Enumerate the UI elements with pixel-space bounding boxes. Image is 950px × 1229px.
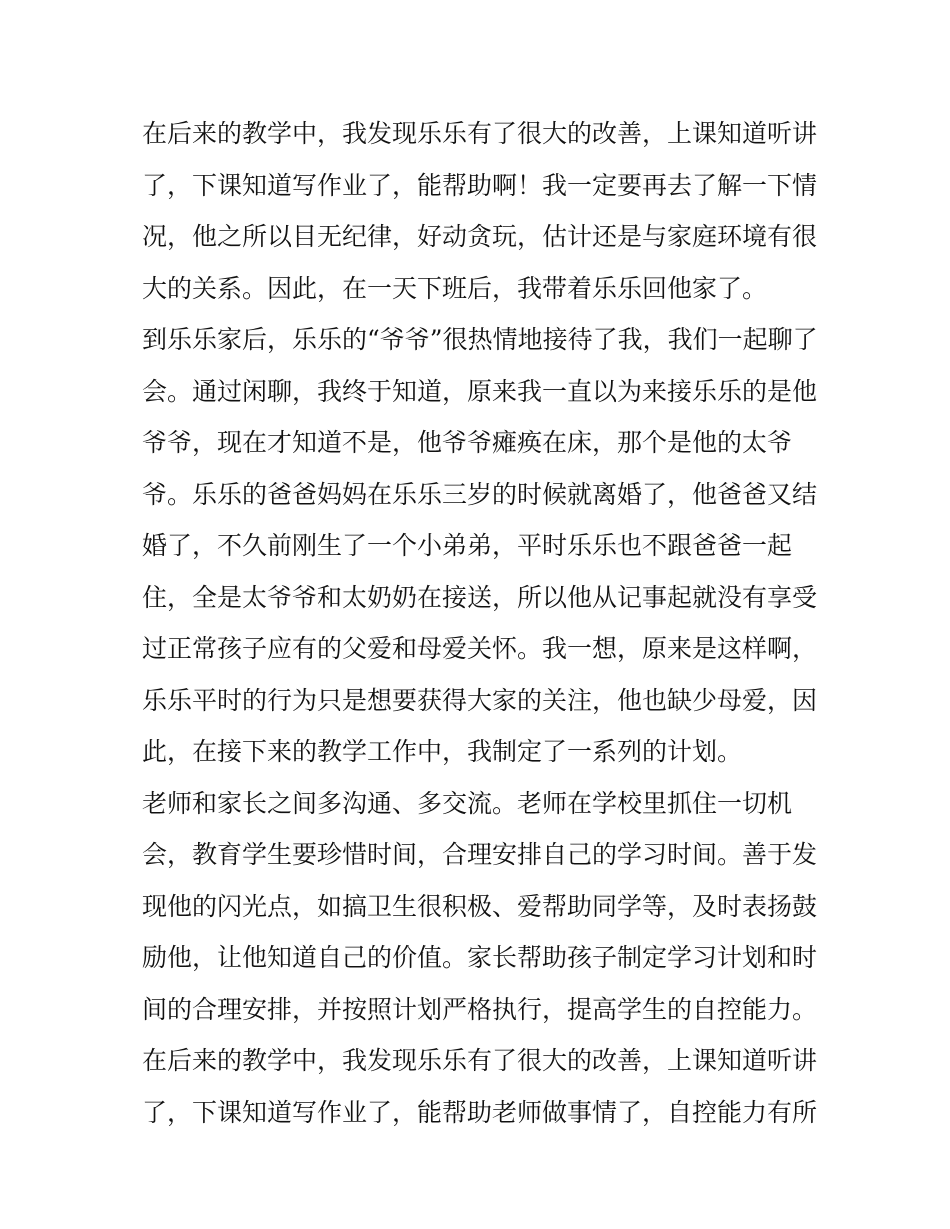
document-body xyxy=(142,108,822,1138)
text-line: 会，教育学生要珍惜时间，合理安排自己的学习时间。善于发 xyxy=(142,840,818,869)
text-line: 会。通过闲聊，我终于知道，原来我一直以为来接乐乐的是他 xyxy=(142,376,818,406)
text-line: 爷爷，现在才知道不是，他爷爷瘫痪在床，那个是他的太爷 xyxy=(142,428,793,457)
text-line: 现他的闪光点，如搞卫生很积极、爱帮助同学等，及时表扬鼓 xyxy=(142,891,818,921)
text-line: 况，他之所以目无纪律，好动贪玩，估计还是与家庭环境有很 xyxy=(142,222,818,251)
text-line: 励他，让他知道自己的价值。家长帮助孩子制定学习计划和时 xyxy=(142,943,818,972)
text-line: 大的关系。因此，在一天下班后，我带着乐乐回他家了。 xyxy=(142,273,768,303)
text-line: 间的合理安排，并按照计划严格执行，提高学生的自控能力。 xyxy=(142,994,818,1024)
text-line: 了，下课知道写作业了，能帮助啊！我一定要再去了解一下情 xyxy=(142,170,818,200)
text-line: 乐乐平时的行为只是想要获得大家的关注，他也缺少母爱，因 xyxy=(142,685,818,715)
text-line: 爷。乐乐的爸爸妈妈在乐乐三岁的时候就离婚了，他爸爸又结 xyxy=(142,479,818,509)
text-line: 婚了，不久前刚生了一个小弟弟，平时乐乐也不跟爸爸一起 xyxy=(142,531,793,560)
text-line: 在后来的教学中，我发现乐乐有了很大的改善，上课知道听讲 xyxy=(142,1046,818,1075)
text-line: 老师和家长之间多沟通、多交流。老师在学校里抓住一切机 xyxy=(142,788,793,818)
text-line: 在后来的教学中，我发现乐乐有了很大的改善，上课知道听讲 xyxy=(142,119,818,148)
text-line: 过正常孩子应有的父爱和母爱关怀。我一想，原来是这样啊， xyxy=(142,634,818,663)
text-line: 了，下课知道写作业了，能帮助老师做事情了，自控能力有所 xyxy=(142,1097,818,1127)
text-line: 到乐乐家后，乐乐的“爷爷”很热情地接待了我，我们一起聊了 xyxy=(142,325,818,354)
text-line: 住，全是太爷爷和太奶奶在接送，所以他从记事起就没有享受 xyxy=(142,582,818,612)
text-line: 此，在接下来的教学工作中，我制定了一系列的计划。 xyxy=(142,737,743,766)
